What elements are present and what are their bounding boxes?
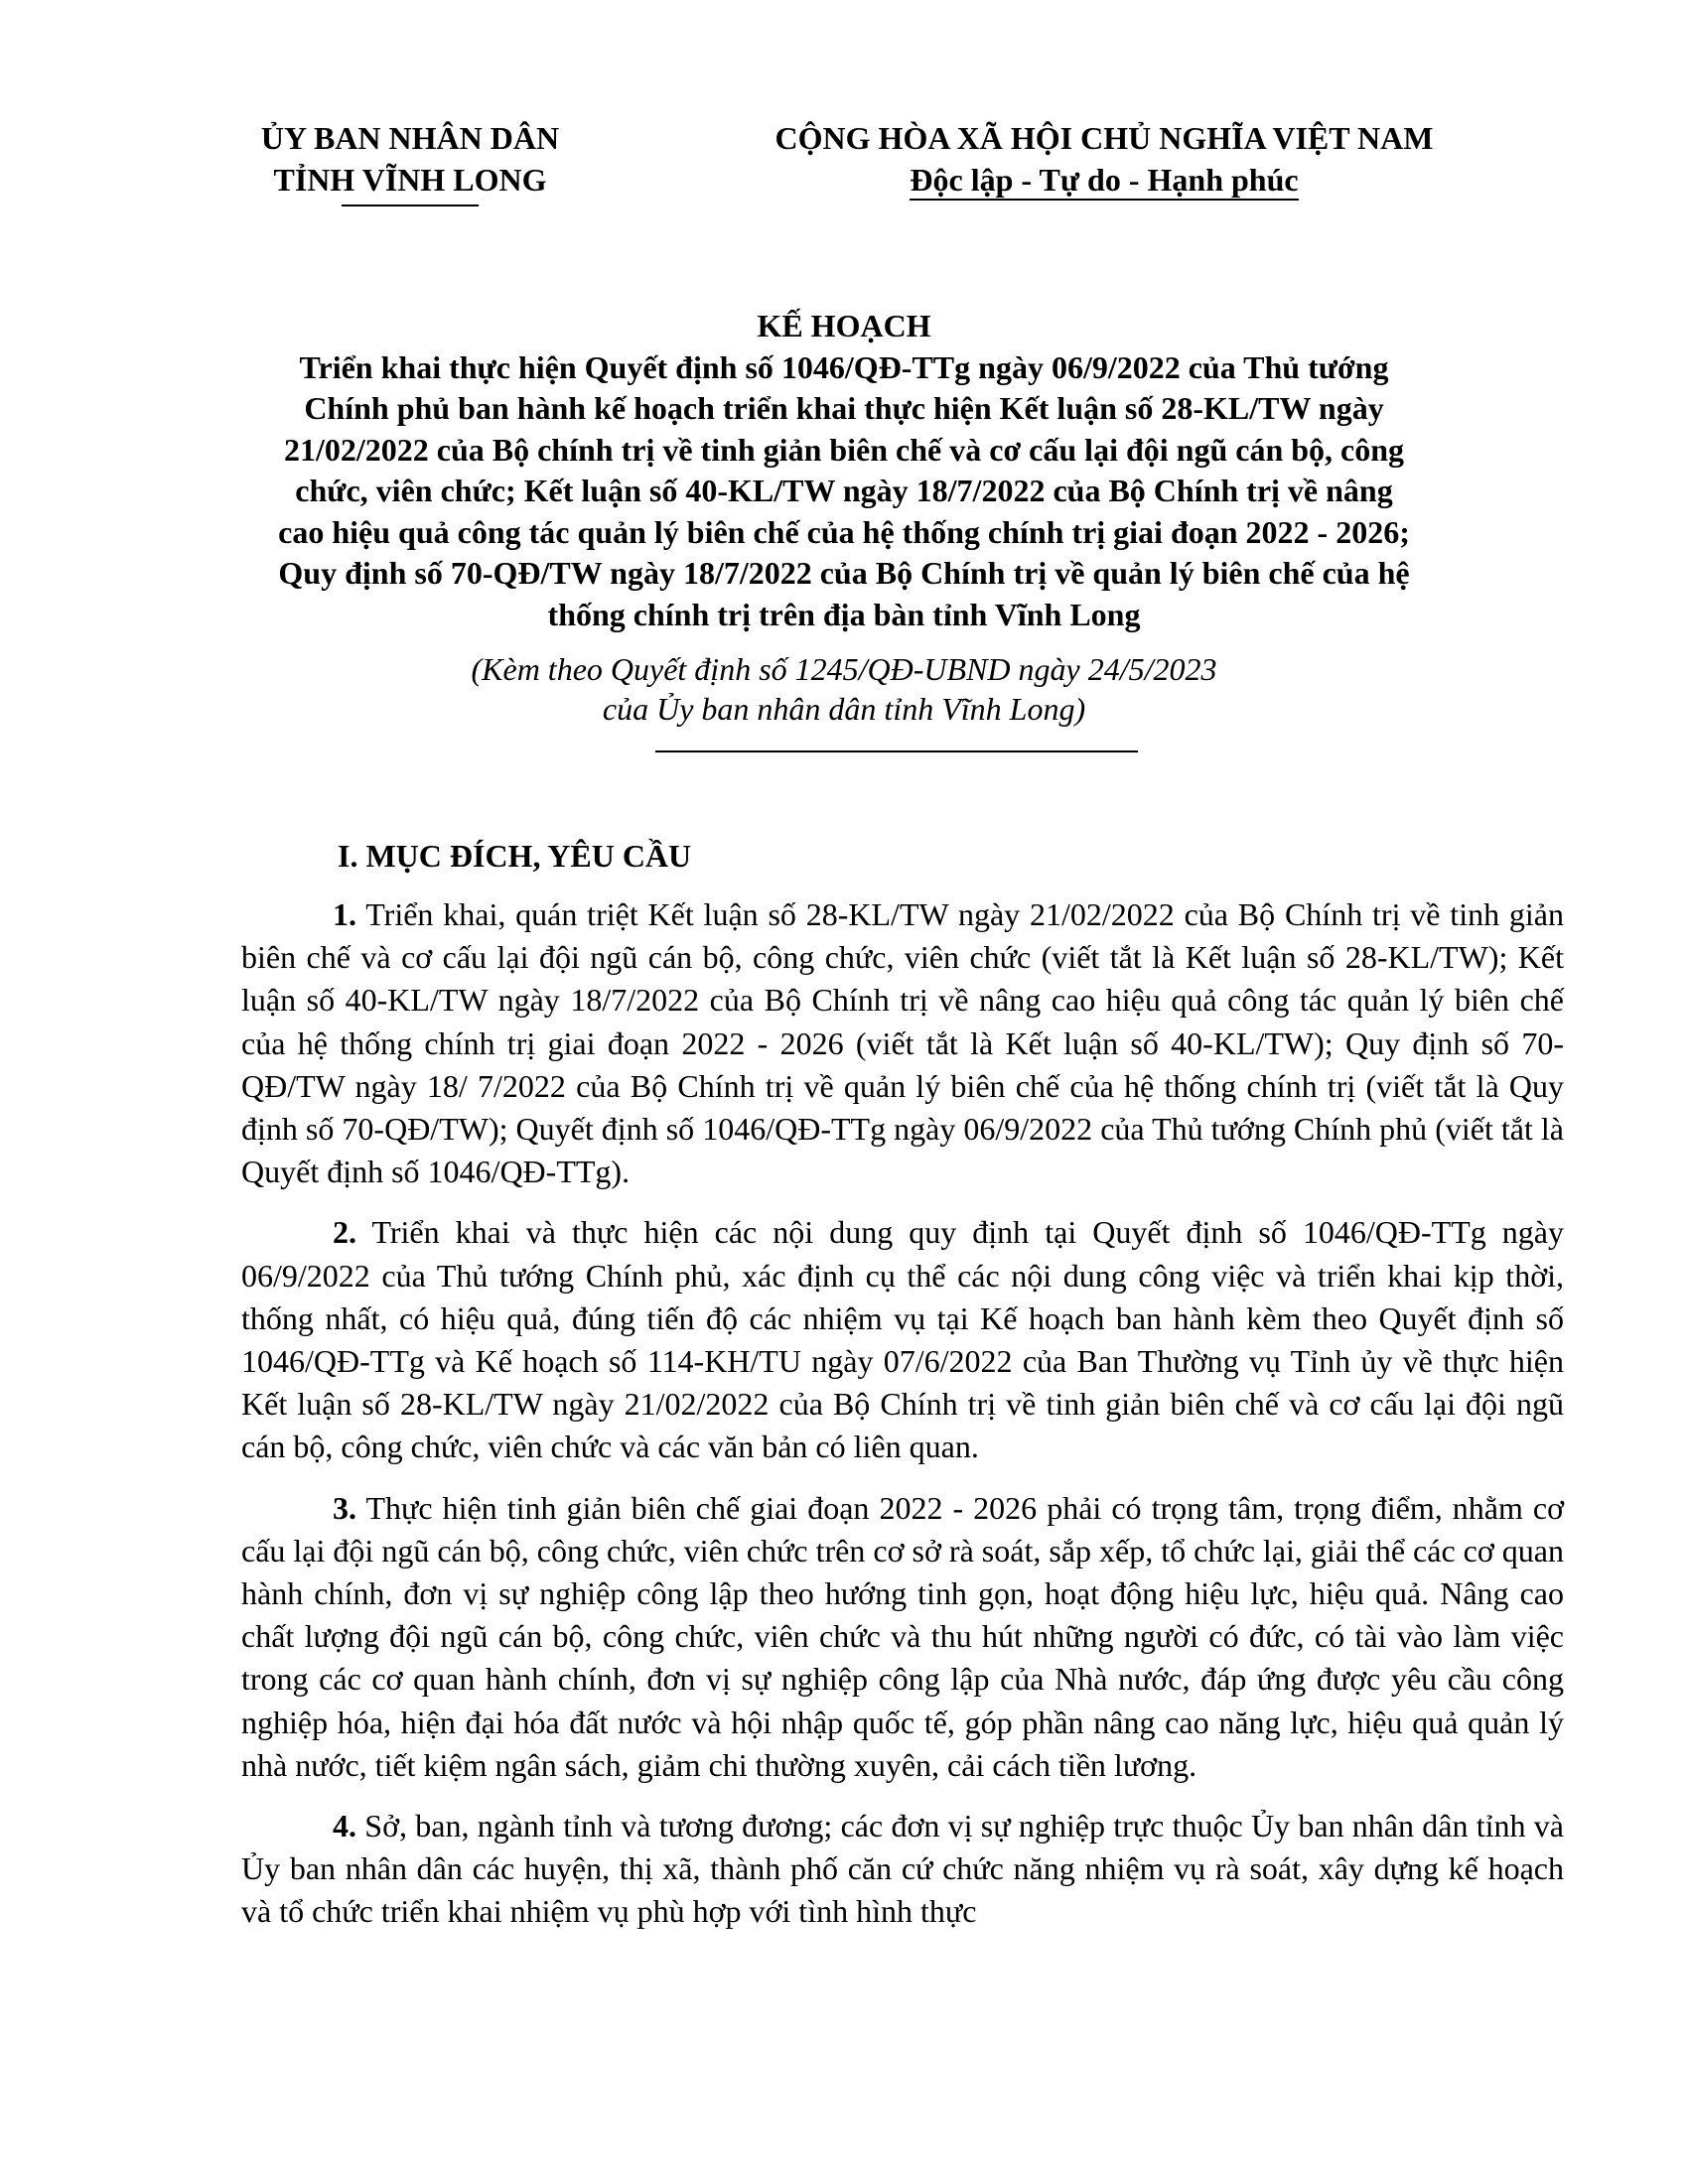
title-line: Triển khai thực hiện Quyết định số 1046/QĐ-TTg ngày 06/9/2022 của Thủ tướng bbox=[299, 348, 1389, 385]
agency-underline bbox=[342, 205, 479, 206]
paragraph-number: 3. bbox=[333, 1489, 356, 1526]
section-heading: I. MỤC ĐÍCH, YÊU CẦU bbox=[338, 838, 692, 874]
title-line: cao hiệu quả công tác quản lý biên chế của hệ thống chính trị giai đoạn 2022 - 2026; bbox=[278, 513, 1410, 550]
paragraph-number: 1. bbox=[333, 896, 356, 932]
title-line: 21/02/2022 của Bộ chính trị về tinh giản biên chế và cơ cấu lại đội ngũ cán bộ, công bbox=[283, 431, 1405, 468]
paragraph-text: Triển khai, quán triệt Kết luận số 28-KL/TW ngày 21/02/2022 của Bộ Chính trị về tinh giản biên chế và cơ cấu lại đội ngũ cán bộ, công chức, viên chức (viết tắt là Kết luận số 28-KL/TW); Kết luận số 40-KL/TW ngày 18/7/2022 của Bộ Chính trị về nâng cao hiệu quả công tác quản lý biên chế của hệ thống chính trị giai đoạn 2022 - 2026 (viết tắt là Kết luận số 40-KL/TW); Quy định số 70-QĐ/TW ngày 18/ 7/2022 của Bộ Chính trị về quản lý biên chế của hệ thống chính trị (viết tắt là Quy định số 70-QĐ/TW); Quyết định số 1046/QĐ-TTg ngày 06/9/2022 của Thủ tướng Chính phủ (viết tắt là Quyết định số 1046/QĐ-TTg). bbox=[241, 896, 1564, 1190]
attachment-note bbox=[199, 649, 1489, 729]
title-line: thống chính trị trên địa bàn tỉnh Vĩnh Long bbox=[547, 596, 1141, 632]
paragraph-4 bbox=[241, 1805, 1564, 1934]
title-line: chức, viên chức; Kết luận số 40-KL/TW ngày 18/7/2022 của Bộ Chính trị về nâng bbox=[295, 473, 1393, 508]
paragraph-1 bbox=[241, 893, 1564, 1193]
paragraph-text: Thực hiện tinh giản biên chế giai đoạn 2022 - 2026 phải có trọng tâm, trọng điểm, nhằm cơ cấu lại đội ngũ cán bộ, công chức, viên chức trên cơ sở rà soát, sắp xếp, tổ chức lại, giải thể các cơ quan hành chính, đơn vị sự nghiệp công lập theo hướng tinh gọn, hoạt động hiệu lực, hiệu quả. Nâng cao chất lượng đội ngũ cán bộ, công chức, viên chức và thu hút những người có đức, có tài vào làm việc trong các cơ quan hành chính, đơn vị sự nghiệp công lập của Nhà nước, đáp ứng được yêu cầu công nghiệp hóa, hiện đại hóa đất nước và hội nhập quốc tế, góp phần nâng cao năng lực, hiệu quả quản lý nhà nước, tiết kiệm ngân sách, giảm chi thường xuyên, cải cách tiền lương. bbox=[241, 1489, 1564, 1783]
document-type-title: KẾ HOẠCH bbox=[757, 308, 931, 343]
paragraph-number: 4. bbox=[333, 1808, 356, 1844]
title-line: Chính phủ ban hành kế hoạch triển khai thực hiện Kết luận số 28-KL/TW ngày bbox=[304, 390, 1384, 426]
paragraph-number: 2. bbox=[333, 1214, 356, 1251]
section-body bbox=[241, 893, 1564, 1952]
paragraph-3 bbox=[241, 1487, 1564, 1787]
nation-motto: Độc lập - Tự do - Hạnh phúc bbox=[910, 161, 1298, 201]
paragraph-text: Sở, ban, ngành tỉnh và tương đương; các đơn vị sự nghiệp trực thuộc Ủy ban nhân dân tỉnh và Ủy ban nhân dân các huyện, thị xã, thành phố căn cứ chức năng nhiệm vụ rà soát, xây dựng kế hoạch và tổ chức triển khai nhiệm vụ phù hợp với tình hình thực bbox=[241, 1808, 1564, 1930]
agency-name-line2: TỈNH VĨNH LONG bbox=[273, 162, 547, 198]
agency-name-line1: ỦY BAN NHÂN DÂN bbox=[260, 120, 560, 156]
title-divider bbox=[655, 751, 1138, 752]
issuing-agency-header bbox=[216, 117, 604, 206]
paragraph-2 bbox=[241, 1211, 1564, 1468]
attachment-note-line1: (Kèm theo Quyết định số 1245/QĐ-UBND ngày 24/5/2023 bbox=[471, 651, 1217, 687]
paragraph-text: Triển khai và thực hiện các nội dung quy định tại Quyết định số 1046/QĐ-TTg ngày 06/9/2022 của Thủ tướng Chính phủ, xác định cụ thể các nội dung công việc và triển khai kịp thời, thống nhất, có hiệu quả, đúng tiến độ các nhiệm vụ tại Kế hoạch ban hành kèm theo Quyết định số 1046/QĐ-TTg và Kế hoạch số 114-KH/TU ngày 07/6/2022 của Ban Thường vụ Tỉnh ủy về thực hiện Kết luận số 28-KL/TW ngày 21/02/2022 của Bộ Chính trị về tinh giản biên chế và cơ cấu lại đội ngũ cán bộ, công chức, viên chức và các văn bản có liên quan. bbox=[241, 1214, 1564, 1465]
national-header bbox=[667, 117, 1541, 201]
title-line: Quy định số 70-QĐ/TW ngày 18/7/2022 của Bộ Chính trị về quản lý biên chế của hệ bbox=[278, 555, 1410, 591]
attachment-note-line2: của Ủy ban nhân dân tỉnh Vĩnh Long) bbox=[602, 691, 1086, 727]
document-title bbox=[199, 306, 1489, 635]
nation-name: CỘNG HÒA XÃ HỘI CHỦ NGHĨA VIỆT NAM bbox=[774, 120, 1434, 156]
